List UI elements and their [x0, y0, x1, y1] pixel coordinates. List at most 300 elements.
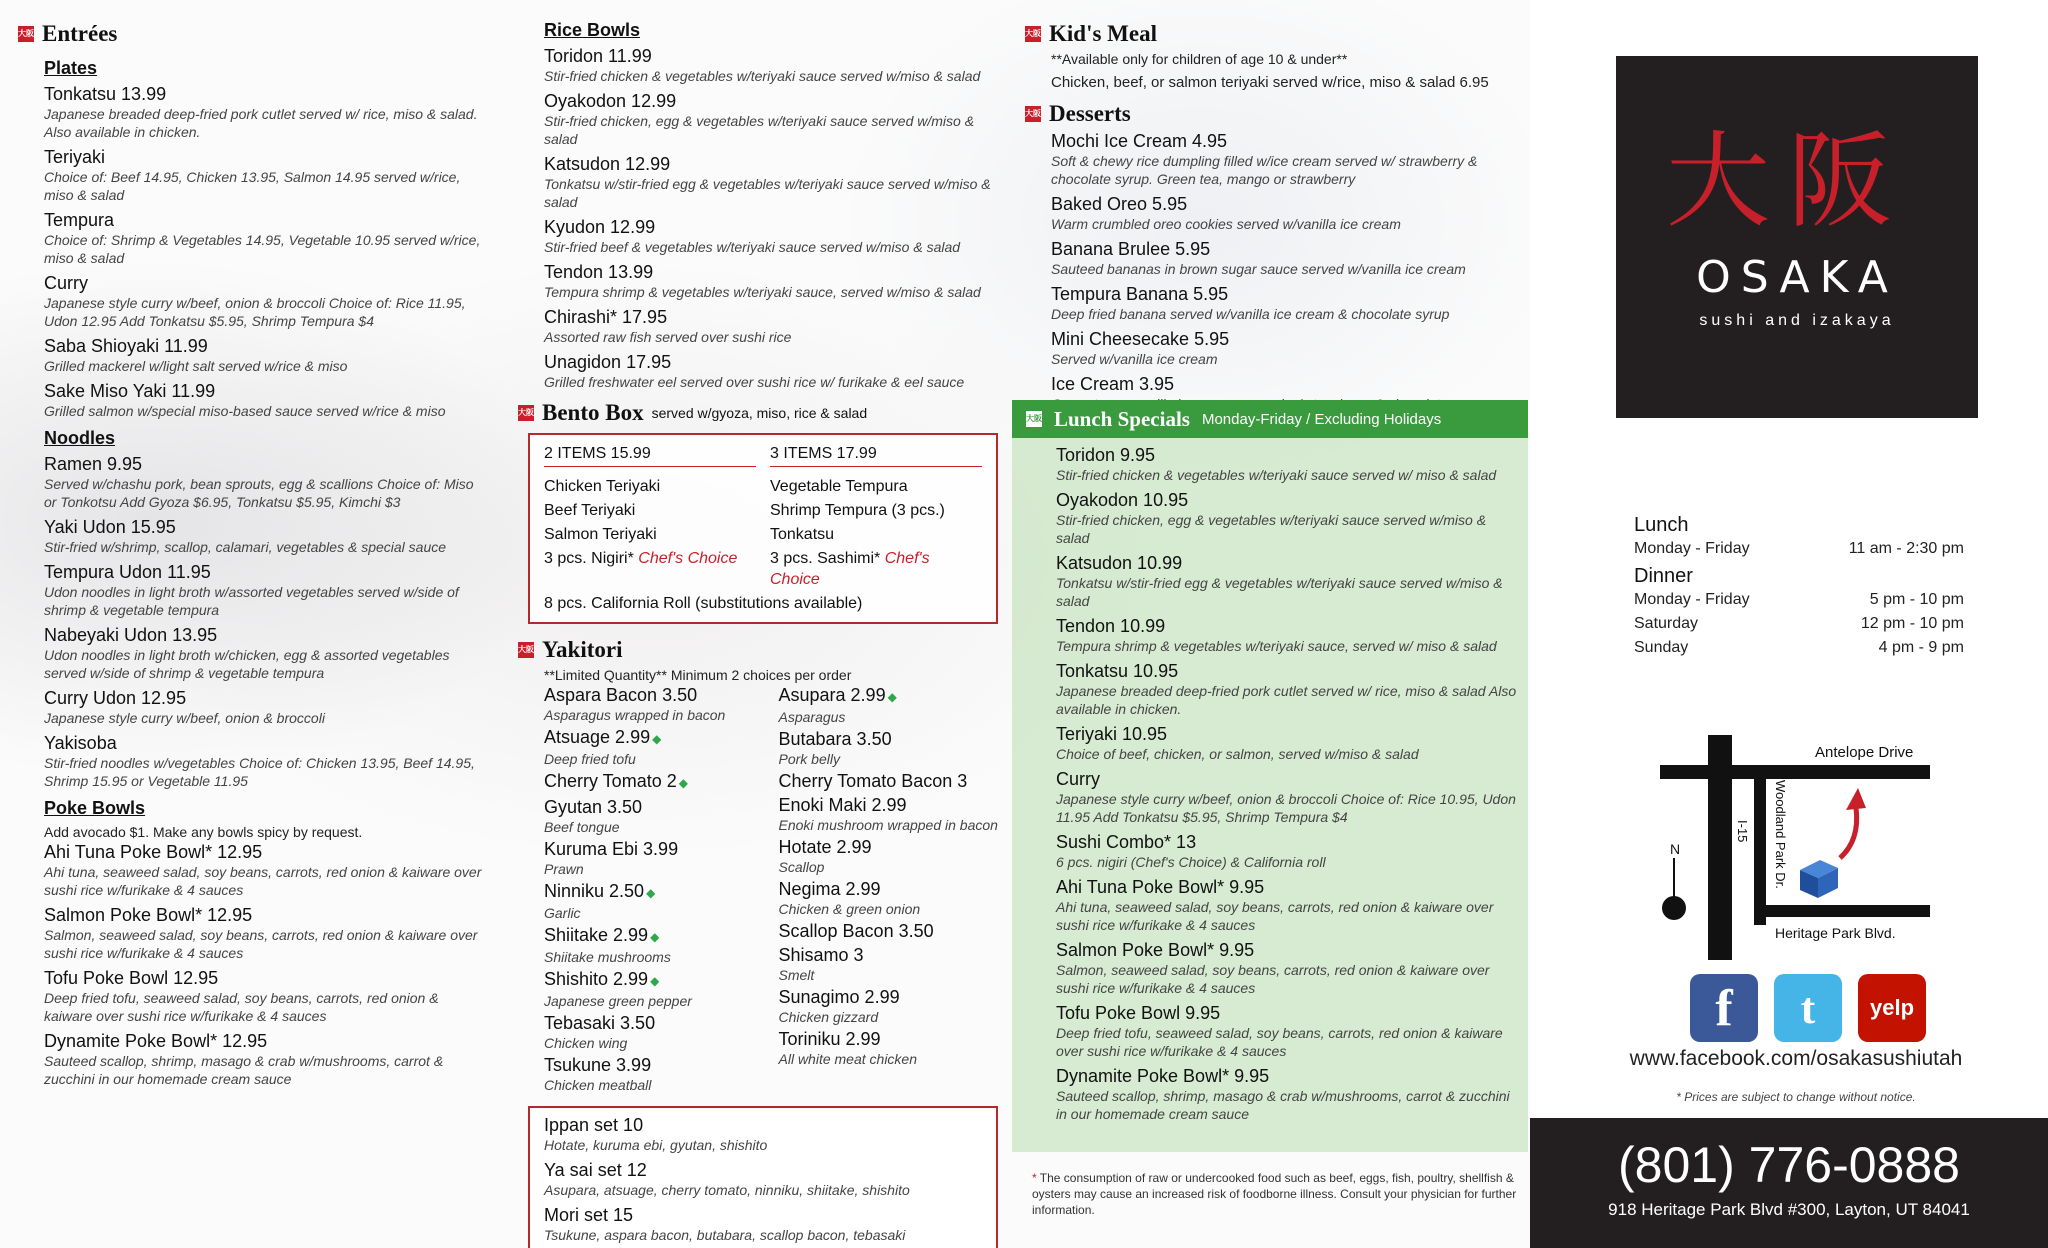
item-name-text: Tempura: [44, 210, 115, 230]
prices-note: * Prices are subject to change without notice.: [1676, 1090, 1916, 1104]
lunch-item-desc: Salmon, seaweed salad, soy beans, carrots, red onion & kaiware over sushi rice w/furikake & 4 sauces: [1056, 962, 1490, 996]
lunch-item-desc: Deep fried tofu, seaweed salad, soy beans, carrots, red onion & kaiware over sushi rice w/furikake & 4 sauces: [1056, 1025, 1503, 1059]
asterisk-icon: *: [1032, 1171, 1040, 1185]
bento-box: [528, 433, 998, 624]
bento-sashimi: 3 pcs. Sashimi* Chef's Choice: [770, 550, 930, 588]
lunch-item-desc: Japanese style curry w/beef, onion & broccoli Choice of: Rice 10.95, Udon 11.95 Add Tonkatsu $5.95, Shrimp Tempura $4: [1056, 791, 1516, 825]
lunch-item-name: [1056, 615, 1520, 637]
lunch-item-name: [1056, 552, 1520, 574]
item-name-text: Gyutan 3.50: [544, 797, 643, 817]
yakitori-set-desc: Tsukune, aspara bacon, butabara, scallop bacon, tebasaki: [544, 1227, 906, 1243]
item-name-text: Oyakodon 10.95: [1056, 490, 1189, 510]
rice-bowl-item-desc: Assorted raw fish served over sushi rice: [544, 329, 792, 345]
yakitori-item: [779, 728, 1004, 768]
lunch-item: [1056, 1065, 1520, 1123]
yakitori-item-desc: Chicken wing: [544, 1035, 628, 1051]
bento-heading: 大阪 Bento Box served w/gyoza, miso, rice & salad: [518, 400, 868, 425]
item-name-text: Ninniku 2.50: [544, 881, 645, 901]
item-name-text: Mochi Ice Cream 4.95: [1051, 131, 1228, 151]
poke-item: [44, 904, 488, 962]
yakitori-item: [779, 944, 1004, 984]
rice-bowl-item-name: [544, 216, 1003, 238]
noodle-item: [44, 732, 488, 790]
noodle-item-name: [44, 624, 488, 646]
plate-item: [44, 272, 488, 330]
item-name-text: Salmon Poke Bowl* 9.95: [1056, 940, 1255, 960]
noodle-item-desc: Udon noodles in light broth w/assorted vegetables served w/side of shrimp & vegetable tempura: [44, 584, 459, 618]
lunch-item-desc: Tonkatsu w/stir-fried egg & vegetables w/teriyaki sauce served w/miso & salad: [1056, 575, 1503, 609]
heritage-label: Heritage Park Blvd.: [1775, 925, 1896, 941]
item-name-text: Mori set 15: [544, 1205, 634, 1225]
dessert-item-desc: Served w/vanilla ice cream: [1051, 351, 1218, 367]
item-name-text: Toridon 11.99: [544, 46, 652, 66]
dessert-item-name: [1051, 283, 1525, 305]
hours-row: Saturday 12 pm - 10 pm: [1634, 615, 1964, 632]
noodle-item-name: [44, 516, 488, 538]
dessert-item-name: [1051, 328, 1525, 350]
north-label: N: [1670, 841, 1681, 857]
item-name-text: Yaki Udon 15.95: [44, 517, 176, 537]
lunch-item-desc: Japanese breaded deep-fried pork cutlet served w/ rice, miso & salad Also available in chicken.: [1056, 683, 1517, 717]
entrees-heading: 大阪 Entrées: [18, 21, 118, 46]
rice-bowl-item-desc: Stir-fried chicken & vegetables w/teriyaki sauce served w/miso & salad: [544, 68, 981, 84]
leaf-icon: ◆: [887, 690, 897, 704]
yakitori-note: **Limited Quantity** Minimum 2 choices per order: [544, 667, 852, 683]
compass-icon: [1662, 896, 1686, 920]
leaf-icon: ◆: [678, 776, 688, 790]
item-name-text: Toridon 9.95: [1056, 445, 1156, 465]
osaka-logo: [1616, 56, 1978, 418]
dessert-item-name: [1051, 238, 1525, 260]
chop-icon: 大阪: [1025, 106, 1041, 122]
item-name-text: Shiitake 2.99: [544, 925, 649, 945]
chop-icon: 大阪: [518, 405, 534, 421]
item-name-text: Tendon 10.99: [1056, 616, 1166, 636]
bento-tier-2: 2 ITEMS 15.99: [544, 443, 756, 467]
noodle-item-desc: Japanese style curry w/beef, onion & broccoli: [44, 710, 325, 726]
item-name-text: Salmon Poke Bowl* 12.95: [44, 905, 253, 925]
rice-bowl-item-desc: Grilled freshwater eel served over sushi rice w/ furikake & eel sauce: [544, 374, 965, 390]
bento-item: Chicken Teriyaki: [544, 478, 661, 495]
yakitori-item: [779, 878, 1004, 918]
item-name-text: Negima 2.99: [778, 879, 881, 899]
yakitori-heading: 大阪 Yakitori: [518, 637, 623, 662]
item-name-text: Ahi Tuna Poke Bowl* 9.95: [1056, 877, 1265, 897]
noodle-item-name: [44, 561, 488, 583]
address: 918 Heritage Park Blvd #300, Layton, UT 84041: [1608, 1200, 1970, 1219]
logo-name: OSAKA: [1696, 252, 1898, 303]
dessert-item: [1051, 193, 1525, 233]
lunch-item-desc: Choice of beef, chicken, or salmon, served w/miso & salad: [1056, 746, 1419, 762]
yakitori-set: [544, 1204, 982, 1244]
chop-icon: 大阪: [518, 642, 534, 658]
yakitori-item-desc: Scallop: [778, 859, 825, 875]
dessert-item-desc: Warm crumbled oreo cookies served w/vanilla ice cream: [1051, 216, 1401, 232]
rice-bowl-item-name: [544, 90, 1003, 112]
yakitori-item-desc: Shiitake mushrooms: [544, 949, 671, 965]
lunch-item: [1056, 615, 1520, 655]
antelope-label: Antelope Drive: [1815, 744, 1914, 761]
lunch-item-name: [1056, 876, 1520, 898]
item-name-text: Curry Udon 12.95: [44, 688, 187, 708]
dessert-item: [1051, 283, 1525, 323]
item-name-text: Tofu Poke Bowl 12.95: [44, 968, 219, 988]
yakitori-set-name: [544, 1114, 982, 1136]
rice-bowl-item-name: [544, 45, 1003, 67]
item-name-text: Tempura Banana 5.95: [1051, 284, 1229, 304]
yakitori-item-name: [779, 728, 1004, 750]
item-name-text: Teriyaki 10.95: [1056, 724, 1168, 744]
item-name-text: Tonkatsu 13.99: [44, 84, 167, 104]
yakitori-item-desc: Deep fried tofu: [544, 751, 636, 767]
item-name-text: Aspara Bacon 3.50: [544, 685, 698, 705]
noodle-item-desc: Udon noodles in light broth w/chicken, egg & assorted vegetables served w/side of shrimp & vegetable tempura: [44, 647, 450, 681]
logo-tagline: sushi and izakaya: [1699, 312, 1895, 329]
yakitori-item-name: [544, 684, 769, 706]
desserts-list: [1025, 130, 1525, 413]
rice-bowl-item-name: [544, 261, 1003, 283]
rice-bowls-list: [518, 45, 1003, 391]
yakitori-item-name: [779, 986, 1004, 1008]
desserts-heading: 大阪 Desserts: [1025, 101, 1131, 126]
hours-row: Monday - Friday 11 am - 2:30 pm: [1634, 540, 1964, 557]
noodle-item-desc: Served w/chashu pork, bean sprouts, egg & scallions Choice of: Miso or Tonkotsu Add Gyoza $6.95, Tonkatsu $5.95, Kimchi $3: [44, 476, 474, 510]
lunch-item: [1056, 660, 1520, 718]
yakitori-item-name: [544, 770, 769, 794]
rice-bowl-item: [544, 261, 1003, 301]
yakitori-item-desc: Chicken gizzard: [778, 1009, 879, 1025]
i15-label: I-15: [1735, 820, 1750, 843]
lunch-item: [1056, 1002, 1520, 1060]
item-name-text: Sake Miso Yaki 11.99: [44, 381, 216, 401]
yakitori-item-name: [544, 1054, 769, 1076]
lunch-item-desc: Sauteed scallop, shrimp, masago & crab w/mushrooms, carrot & zucchini in our homemade cream sauce: [1056, 1088, 1510, 1122]
yakitori-item: [544, 968, 769, 1010]
item-name-text: Curry: [44, 273, 88, 293]
dessert-item-desc: Deep fried banana served w/vanilla ice cream & chocolate syrup: [1051, 306, 1450, 322]
bento-item: Shrimp Tempura (3 pcs.): [770, 502, 945, 519]
bento-nigiri: 3 pcs. Nigiri* Chef's Choice: [544, 550, 738, 567]
lunch-item-name: [1056, 1065, 1520, 1087]
dinner-hours-title: Dinner: [1634, 565, 1693, 587]
item-name-text: Saba Shioyaki 11.99: [44, 336, 208, 356]
lunch-item-desc: Tempura shrimp & vegetables w/teriyaki sauce, served w/ miso & salad: [1056, 638, 1497, 654]
item-name-text: Kyudon 12.99: [544, 217, 656, 237]
poke-item-desc: Ahi tuna, seaweed salad, soy beans, carrots, red onion & kaiware over sushi rice w/furikake & 4 sauces: [44, 864, 482, 898]
yakitori-item-desc: Smelt: [778, 967, 815, 983]
rice-bowl-item-name: [544, 153, 1003, 175]
yakitori-item-desc: All white meat chicken: [778, 1051, 918, 1067]
rice-bowl-item-name: [544, 351, 1003, 373]
noodle-item: [44, 624, 488, 682]
yakitori-item-name: [544, 968, 769, 992]
poke-item-name: [44, 841, 488, 863]
bento-item: Tonkatsu: [770, 526, 835, 543]
item-name-text: Teriyaki: [44, 147, 106, 167]
yakitori-item: [544, 838, 769, 878]
yakitori-item: [544, 796, 769, 836]
yakitori-item: [779, 836, 1004, 876]
rice-bowl-item: [544, 306, 1003, 346]
item-name-text: Ahi Tuna Poke Bowl* 12.95: [44, 842, 263, 862]
lunch-item-name: [1056, 768, 1520, 790]
leaf-icon: ◆: [650, 974, 660, 988]
raw-food-disclaimer: * The consumption of raw or undercooked food such as beef, eggs, fish, poultry, shellfish & oysters may cause an increased risk of foodborne illness. Consult your physician for further information.: [1032, 1171, 1517, 1217]
item-name-text: Curry: [1056, 769, 1100, 789]
facebook-url[interactable]: www.facebook.com/osakasushiutah: [1629, 1047, 1963, 1070]
item-name-text: Unagidon 17.95: [544, 352, 672, 372]
plate-item-desc: Choice of: Beef 14.95, Chicken 13.95, Salmon 14.95 served w/rice, miso & salad: [44, 169, 461, 203]
location-arrow-icon: [1840, 808, 1857, 858]
plate-item-name: [44, 380, 488, 402]
noodle-item-desc: Stir-fried w/shrimp, scallop, calamari, vegetables & special sauce: [44, 539, 447, 555]
poke-item: [44, 841, 488, 899]
item-name-text: Cherry Tomato 2: [544, 771, 677, 791]
leaf-icon: ◆: [646, 886, 656, 900]
yakitori-item-name: [544, 1012, 769, 1034]
lunch-item-desc: Ahi tuna, seaweed salad, soy beans, carrots, red onion & kaiware over sushi rice w/furikake & 4 sauces: [1056, 899, 1494, 933]
item-name-text: Asupara 2.99: [778, 685, 886, 705]
lunch-item: [1056, 768, 1520, 826]
lunch-item-name: [1056, 723, 1520, 745]
plates-list: [18, 83, 488, 420]
yakitori-left: [544, 684, 769, 1096]
arrow-head-icon: [1846, 788, 1866, 810]
facebook-icon[interactable]: f: [1690, 974, 1758, 1042]
rice-bowl-item: [544, 90, 1003, 148]
poke-item-name: [44, 967, 488, 989]
item-name-text: Dynamite Poke Bowl* 9.95: [1056, 1066, 1270, 1086]
dessert-item-name: [1051, 193, 1525, 215]
plate-item-name: [44, 272, 488, 294]
poke-list: [18, 841, 488, 1088]
yakitori-item-name: [779, 794, 1004, 816]
noodle-item: [44, 453, 488, 511]
plate-item-desc: Japanese breaded deep-fried pork cutlet served w/ rice, miso & salad. Also available in chicken.: [44, 106, 478, 140]
lunch-item: [1056, 444, 1520, 484]
item-name-text: Ya sai set 12: [544, 1160, 647, 1180]
rice-column: [518, 18, 1003, 1248]
item-name-text: Nabeyaki Udon 13.95: [44, 625, 218, 645]
twitter-icon[interactable]: t: [1774, 974, 1842, 1042]
lunch-item: [1056, 552, 1520, 610]
woodland-road: [1754, 765, 1766, 925]
dessert-item: [1051, 238, 1525, 278]
lunch-item: [1056, 723, 1520, 763]
yakitori-item-name: [779, 836, 1004, 858]
item-name-text: Sunagimo 2.99: [778, 987, 900, 1007]
hours-row: Monday - Friday 5 pm - 10 pm: [1634, 591, 1964, 608]
yakitori-item-desc: Asparagus wrapped in bacon: [544, 707, 726, 723]
poke-item-desc: Deep fried tofu, seaweed salad, soy beans, carrots, red onion & kaiware over sushi rice w/furikake & 4 sauces: [44, 990, 439, 1024]
yakitori-item: [779, 986, 1004, 1026]
lunch-item-name: [1056, 444, 1520, 466]
dessert-item: [1051, 130, 1525, 188]
noodle-item: [44, 516, 488, 556]
woodland-label: Woodland Park Dr.: [1773, 780, 1788, 889]
plate-item: [44, 146, 488, 204]
plate-item-name: [44, 146, 488, 168]
yakitori-item-desc: Beef tongue: [544, 819, 620, 835]
yakitori-item-desc: Japanese green pepper: [544, 993, 692, 1009]
yakitori-item: [779, 920, 1004, 942]
entrees-column: [18, 18, 488, 1093]
item-name-text: Tofu Poke Bowl 9.95: [1056, 1003, 1221, 1023]
kids-heading: 大阪 Kid's Meal: [1025, 21, 1157, 46]
rice-bowl-item: [544, 216, 1003, 256]
i15-road: [1708, 735, 1732, 960]
leaf-icon: ◆: [650, 930, 660, 944]
yakitori-item: [544, 726, 769, 768]
lunch-item-name: [1056, 831, 1520, 853]
yakitori-item-name: [779, 944, 1004, 966]
plate-item: [44, 380, 488, 420]
item-name-text: Dynamite Poke Bowl* 12.95: [44, 1031, 268, 1051]
noodle-item-name: [44, 453, 488, 475]
yakitori-sets: [528, 1106, 998, 1248]
dessert-item-name: [1051, 130, 1525, 152]
rice-bowl-item-desc: Stir-fried chicken, egg & vegetables w/teriyaki sauce served w/miso & salad: [544, 113, 975, 147]
rice-bowl-item: [544, 153, 1003, 211]
lunch-list: [1030, 444, 1520, 1128]
kids-note: **Available only for children of age 10 & under**: [1051, 51, 1348, 67]
social-links: [1690, 974, 1926, 1042]
phone-number[interactable]: (801) 776-0888: [1618, 1137, 1960, 1193]
item-name-text: Atsuage 2.99: [544, 727, 651, 747]
poke-item: [44, 967, 488, 1025]
yakitori-set: [544, 1114, 982, 1154]
item-name-text: Tendon 13.99: [544, 262, 654, 282]
lunch-item: [1056, 489, 1520, 547]
lunch-item-name: [1056, 939, 1520, 961]
yakitori-item: [544, 1054, 769, 1094]
yakitori-item: [779, 770, 1004, 792]
business-hours: [1634, 510, 1964, 660]
yakitori-item-name: [779, 1028, 1004, 1050]
yakitori-item: [544, 1012, 769, 1052]
antelope-road: [1660, 765, 1930, 779]
plate-item-name: [44, 209, 488, 231]
bento-california: 8 pcs. California Roll (substitutions available): [544, 595, 863, 612]
noodles-heading: Noodles: [44, 428, 116, 448]
item-name-text: Hotate 2.99: [778, 837, 872, 857]
yakitori-right: [779, 684, 1004, 1096]
item-name-text: Cherry Tomato Bacon 3: [778, 771, 968, 791]
plate-item-desc: Grilled mackerel w/light salt served w/rice & miso: [44, 358, 348, 374]
rice-bowls-heading: Rice Bowls: [544, 20, 641, 40]
yakitori-set-desc: Asupara, atsuage, cherry tomato, ninniku, shiitake, shishito: [544, 1182, 910, 1198]
rice-bowl-item-desc: Tonkatsu w/stir-fried egg & vegetables w/teriyaki sauce served w/miso & salad: [544, 176, 991, 210]
yelp-icon[interactable]: yelp: [1858, 974, 1926, 1042]
noodle-item-name: [44, 732, 488, 754]
yakitori-item-name: [544, 924, 769, 948]
kids-item: Chicken, beef, or salmon teriyaki served w/rice, miso & salad 6.95: [1051, 74, 1489, 91]
yakitori-item-desc: Garlic: [544, 905, 581, 921]
lunch-item-name: [1056, 489, 1520, 511]
item-name-text: Butabara 3.50: [778, 729, 892, 749]
poke-note: Add avocado $1. Make any bowls spicy by request.: [44, 824, 363, 840]
rice-bowl-item-name: [544, 306, 1003, 328]
yakitori-set-name: [544, 1159, 982, 1181]
yakitori-item: [544, 924, 769, 966]
poke-item-name: [44, 904, 488, 926]
yakitori-item-name: [779, 920, 1004, 942]
lunch-hours-title: Lunch: [1634, 514, 1689, 536]
dessert-item-desc: Sauteed bananas in brown sugar sauce served w/vanilla ice cream: [1051, 261, 1466, 277]
yakitori-item-desc: Chicken meatball: [544, 1077, 652, 1093]
chop-icon: 大阪: [1025, 26, 1041, 42]
bento-item: Vegetable Tempura: [770, 478, 908, 495]
yakitori-item-name: [544, 880, 769, 904]
rice-bowl-item-desc: Stir-fried beef & vegetables w/teriyaki sauce served w/miso & salad: [544, 239, 961, 255]
item-name-text: Oyakodon 12.99: [544, 91, 677, 111]
lunch-item-name: [1056, 1002, 1520, 1024]
chop-icon: 大阪: [18, 26, 34, 42]
noodle-item: [44, 561, 488, 619]
plate-item-desc: Choice of: Shrimp & Vegetables 14.95, Vegetable 10.95 served w/rice, miso & salad: [44, 232, 481, 266]
dessert-item-desc: Soft & chewy rice dumpling filled w/ice cream served w/ strawberry & chocolate syrup. Green tea, mango or strawberry: [1051, 153, 1478, 187]
plates-heading: Plates: [44, 58, 98, 78]
item-name-text: Kuruma Ebi 3.99: [544, 839, 679, 859]
item-name-text: Chirashi* 17.95: [544, 307, 668, 327]
bento-item: Salmon Teriyaki: [544, 526, 657, 543]
item-name-text: Tebasaki 3.50: [544, 1013, 656, 1033]
poke-item: [44, 1030, 488, 1088]
lunch-item-name: [1056, 660, 1520, 682]
rice-bowl-item-desc: Tempura shrimp & vegetables w/teriyaki sauce, served w/miso & salad: [544, 284, 981, 300]
location-map: [1650, 730, 1950, 970]
lunch-item: [1056, 876, 1520, 934]
yakitori-set: [544, 1159, 982, 1199]
yakitori-item-desc: Prawn: [544, 861, 584, 877]
item-name-text: Mini Cheesecake 5.95: [1051, 329, 1230, 349]
yakitori-item-desc: Chicken & green onion: [778, 901, 921, 917]
item-name-text: Ramen 9.95: [44, 454, 143, 474]
plate-item: [44, 335, 488, 375]
lunch-item-desc: 6 pcs. nigiri (Chef's Choice) & California roll: [1056, 854, 1326, 870]
lunch-item-desc: Stir-fried chicken, egg & vegetables w/teriyaki sauce served w/miso & salad: [1056, 512, 1487, 546]
yakitori-item-name: [779, 770, 1004, 792]
lunch-item-desc: Stir-fried chicken & vegetables w/teriyaki sauce served w/ miso & salad: [1056, 467, 1497, 483]
item-name-text: Yakisoba: [44, 733, 117, 753]
item-name-text: Toriniku 2.99: [778, 1029, 881, 1049]
plate-item: [44, 209, 488, 267]
item-name-text: Baked Oreo 5.95: [1051, 194, 1188, 214]
dessert-item: [1051, 328, 1525, 368]
yakitori-item: [544, 880, 769, 922]
poke-item-name: [44, 1030, 488, 1052]
noodle-item-desc: Stir-fried noodles w/vegetables Choice of: Chicken 13.95, Beef 14.95, Shrimp 15.95 or Vegetable 11.95: [44, 755, 475, 789]
item-name-text: Shishito 2.99: [544, 969, 649, 989]
yakitori-grid: [544, 684, 1003, 1096]
item-name-text: Tempura Udon 11.95: [44, 562, 211, 582]
item-name-text: Tonkatsu 10.95: [1056, 661, 1179, 681]
yakitori-item: [779, 794, 1004, 834]
item-name-text: Banana Brulee 5.95: [1051, 239, 1211, 259]
noodle-item-name: [44, 687, 488, 709]
noodles-list: [18, 453, 488, 790]
yakitori-item-name: [779, 684, 1004, 708]
leaf-icon: ◆: [652, 732, 662, 746]
yakitori-item-desc: Pork belly: [778, 751, 840, 767]
yakitori-item: [544, 684, 769, 724]
yakitori-item-name: [544, 838, 769, 860]
lunch-item: [1056, 831, 1520, 871]
yakitori-item: [779, 684, 1004, 726]
bento-item: Beef Teriyaki: [544, 502, 636, 519]
item-name-text: Sushi Combo* 13: [1056, 832, 1197, 852]
plate-item-desc: Grilled salmon w/special miso-based sauce served w/rice & miso: [44, 403, 446, 419]
